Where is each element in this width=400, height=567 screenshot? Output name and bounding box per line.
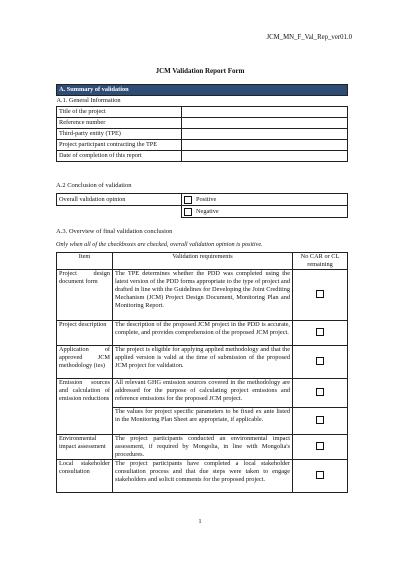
table-row — [57, 321, 348, 346]
negative-checkbox[interactable] — [184, 208, 192, 216]
table-row — [57, 118, 348, 129]
subsection-a2: A.2 Conclusion of validation — [56, 182, 132, 189]
row-label: Project participant contracting the TPE — [57, 140, 182, 151]
item-cell: Local stakeholder consultation — [57, 460, 113, 493]
requirement-cell: The description of the proposed JCM project in the PDD is accurate, complete, and provides comprehension of the proposed JCM project. — [113, 321, 293, 346]
general-info-table — [56, 84, 348, 162]
no-car-checkbox[interactable] — [316, 442, 324, 450]
requirement-cell: All relevant GHG emission sources covered in the methodology are addressed for the purpose of calculating project emissions and reference emissions for the proposed JCM project. — [113, 379, 293, 408]
item-cell: Application of approved JCM methodology (ies) — [57, 346, 113, 379]
row-label: Title of the project — [57, 107, 182, 118]
no-car-checkbox[interactable] — [316, 357, 324, 365]
no-car-checkbox[interactable] — [316, 290, 324, 298]
no-car-checkbox[interactable] — [316, 328, 324, 336]
item-cell: Project design document form — [57, 270, 113, 321]
positive-checkbox[interactable] — [184, 196, 192, 204]
subsection-a3: A.3. Overview of final validation conclusion — [56, 228, 173, 235]
table-row — [57, 107, 348, 118]
item-cell: Environmental impact assessment — [57, 435, 113, 460]
requirement-cell: The TPE determines whether the PDD was completed using the latest version of the PDD forms appropriate to the type of project and drafted in line with the Guidelines for Developing the Joint Crediting Mechanism (JCM) Project Design Document, Monitoring Plan and Monitoring Report. — [113, 270, 293, 321]
requirement-cell: The project participants have completed a local stakeholder consultation process and that due steps were taken to engage stakeholders and solicit comments for the proposed project. — [113, 460, 293, 493]
negative-label: Negative — [196, 208, 219, 215]
item-cell: Project description — [57, 321, 113, 346]
column-header-no-car: No CAR or CL remaining — [293, 253, 348, 270]
table-row — [57, 379, 348, 408]
tpe-value-field[interactable] — [182, 129, 348, 140]
row-label: Reference number — [57, 118, 182, 129]
table-row — [57, 346, 348, 379]
participant-value-field[interactable] — [182, 140, 348, 151]
no-car-checkbox[interactable] — [316, 471, 324, 479]
document-id: JCM_MN_F_Val_Rep_ver01.0 — [266, 34, 352, 41]
subsection-a1: A.1. General Information — [56, 97, 121, 104]
reference-value-field[interactable] — [182, 118, 348, 129]
form-title: JCM Validation Report Form — [155, 67, 245, 75]
requirement-cell: The values for project specific parameters to be fixed ex ante listed in the Monitoring Plan Sheet are appropriate, if applicable. — [113, 408, 293, 435]
no-car-checkbox[interactable] — [316, 416, 324, 424]
overview-note: Only when all of the checkboxes are checked, overall validation opinion is positive. — [56, 241, 263, 248]
table-row — [57, 270, 348, 321]
positive-label: Positive — [196, 196, 217, 203]
table-row — [57, 151, 348, 162]
opinion-label: Overall validation opinion — [57, 194, 182, 206]
table-row — [57, 140, 348, 151]
table-row — [57, 435, 348, 460]
section-a-heading: A. Summary of validation — [57, 85, 348, 96]
overview-table — [56, 252, 348, 493]
requirement-cell: The project participants conducted an environmental impact assessment, if required by Mongolia, in line with Mongolia's procedures. — [113, 435, 293, 460]
item-cell: Emission sources and calculation of emission reductions — [57, 379, 113, 435]
date-value-field[interactable] — [182, 151, 348, 162]
title-value-field[interactable] — [182, 107, 348, 118]
row-label: Third-party entity (TPE) — [57, 129, 182, 140]
row-label: Date of completion of this report — [57, 151, 182, 162]
conclusion-table — [56, 193, 348, 218]
page-number: 1 — [198, 518, 202, 525]
column-header-requirements: Validation requirements — [113, 253, 293, 270]
column-header-item: Item — [57, 253, 113, 270]
table-row — [57, 460, 348, 493]
table-row — [57, 129, 348, 140]
requirement-cell: The project is eligible for applying applied methodology and that the applied version is valid at the time of submission of the proposed JCM project for validation. — [113, 346, 293, 379]
no-car-checkbox[interactable] — [316, 388, 324, 396]
